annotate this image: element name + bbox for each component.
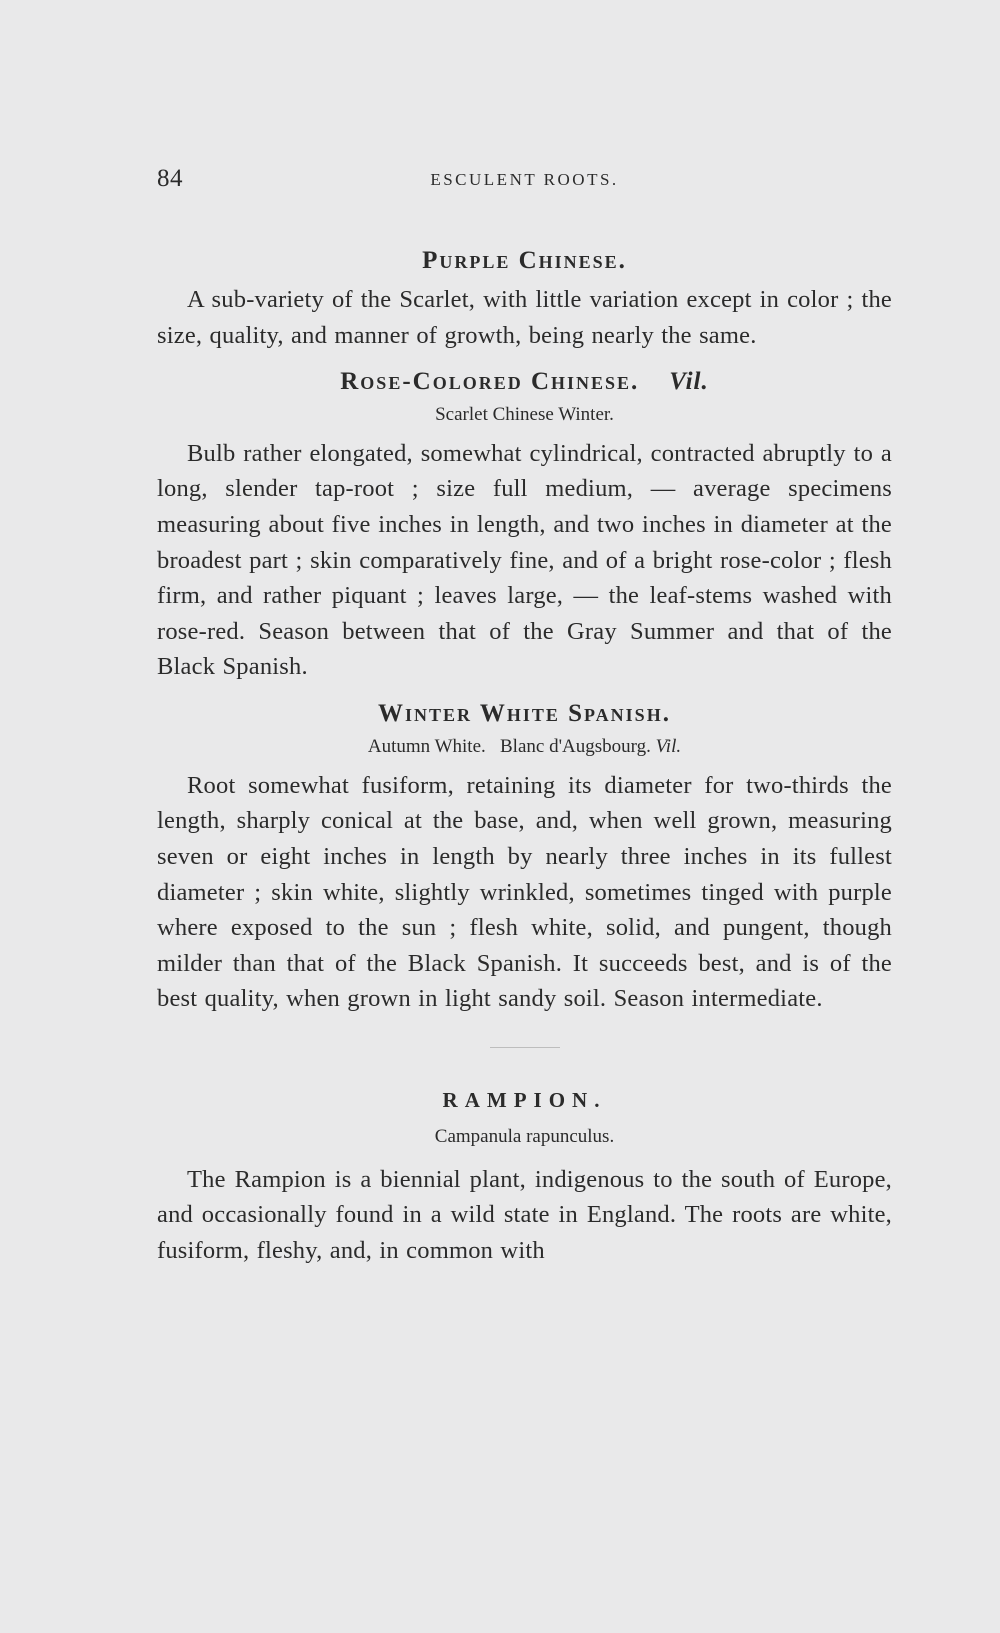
section-heading bbox=[157, 367, 892, 397]
section-paragraph: Root somewhat fusiform, retaining its diameter for two-thirds the length, sharply conical at the base, and, when well grown, measuring seven or eight inches in length by nearly three inches in its fullest diameter ; skin white, slightly wrinkled, sometimes tinged with purple where exposed to the sun ; flesh white, solid, and pungent, though milder than that of the Black Spanish. It succeeds best, and is of the best quality, when grown in light sandy soil. Season intermediate. bbox=[157, 771, 892, 1013]
heading-text: Purple Chinese. bbox=[422, 247, 627, 274]
section-rampion bbox=[157, 1088, 892, 1268]
running-title: ESCULENT ROOTS. bbox=[430, 170, 619, 189]
section-synonyms: Scarlet Chinese Winter. bbox=[435, 404, 614, 426]
heading-text: Winter White Spanish. bbox=[378, 700, 671, 728]
section-rose-colored-chinese bbox=[157, 367, 892, 685]
synonyms-abbreviation: Vil. bbox=[655, 736, 682, 758]
section-heading: RAMPION. bbox=[442, 1087, 607, 1112]
section-purple-chinese bbox=[157, 246, 892, 353]
page-number: 84 bbox=[157, 165, 183, 192]
section-paragraph: A sub-variety of the Scarlet, with little variation except in color ; the size, quality, and manner of growth, being nearly the same. bbox=[157, 286, 892, 349]
section-winter-white-spanish bbox=[157, 699, 892, 1017]
section-synonyms bbox=[157, 735, 892, 760]
section-synonyms: Campanula rapunculus. bbox=[434, 1125, 615, 1147]
heading-text: Rose-Colored Chinese. bbox=[340, 368, 640, 396]
section-heading bbox=[157, 246, 892, 276]
section-heading bbox=[157, 699, 892, 729]
running-head bbox=[157, 150, 892, 190]
synonyms-text: Autumn White. Blanc d'Augsbourg. bbox=[367, 736, 651, 758]
heading-abbreviation: Vil. bbox=[669, 368, 709, 396]
section-paragraph: The Rampion is a biennial plant, indigenous to the south of Europe, and occasionally found in a wild state in England. The roots are white, fusiform, fleshy, and, in common with bbox=[157, 1165, 892, 1264]
section-paragraph: Bulb rather elongated, somewhat cylindrical, contracted abruptly to a long, slender tap-root ; size full medium, — average specimens measuring about five inches in length, and two inches in diameter at the broadest part ; skin comparatively fine, and of a bright rose-color ; flesh firm, and rather piquant ; leaves large, — the leaf-stems washed with rose-red. Season between that of the Gray Summer and that of the Black Spanish. bbox=[157, 439, 892, 681]
book-page bbox=[157, 150, 892, 1268]
section-divider bbox=[490, 1047, 560, 1048]
